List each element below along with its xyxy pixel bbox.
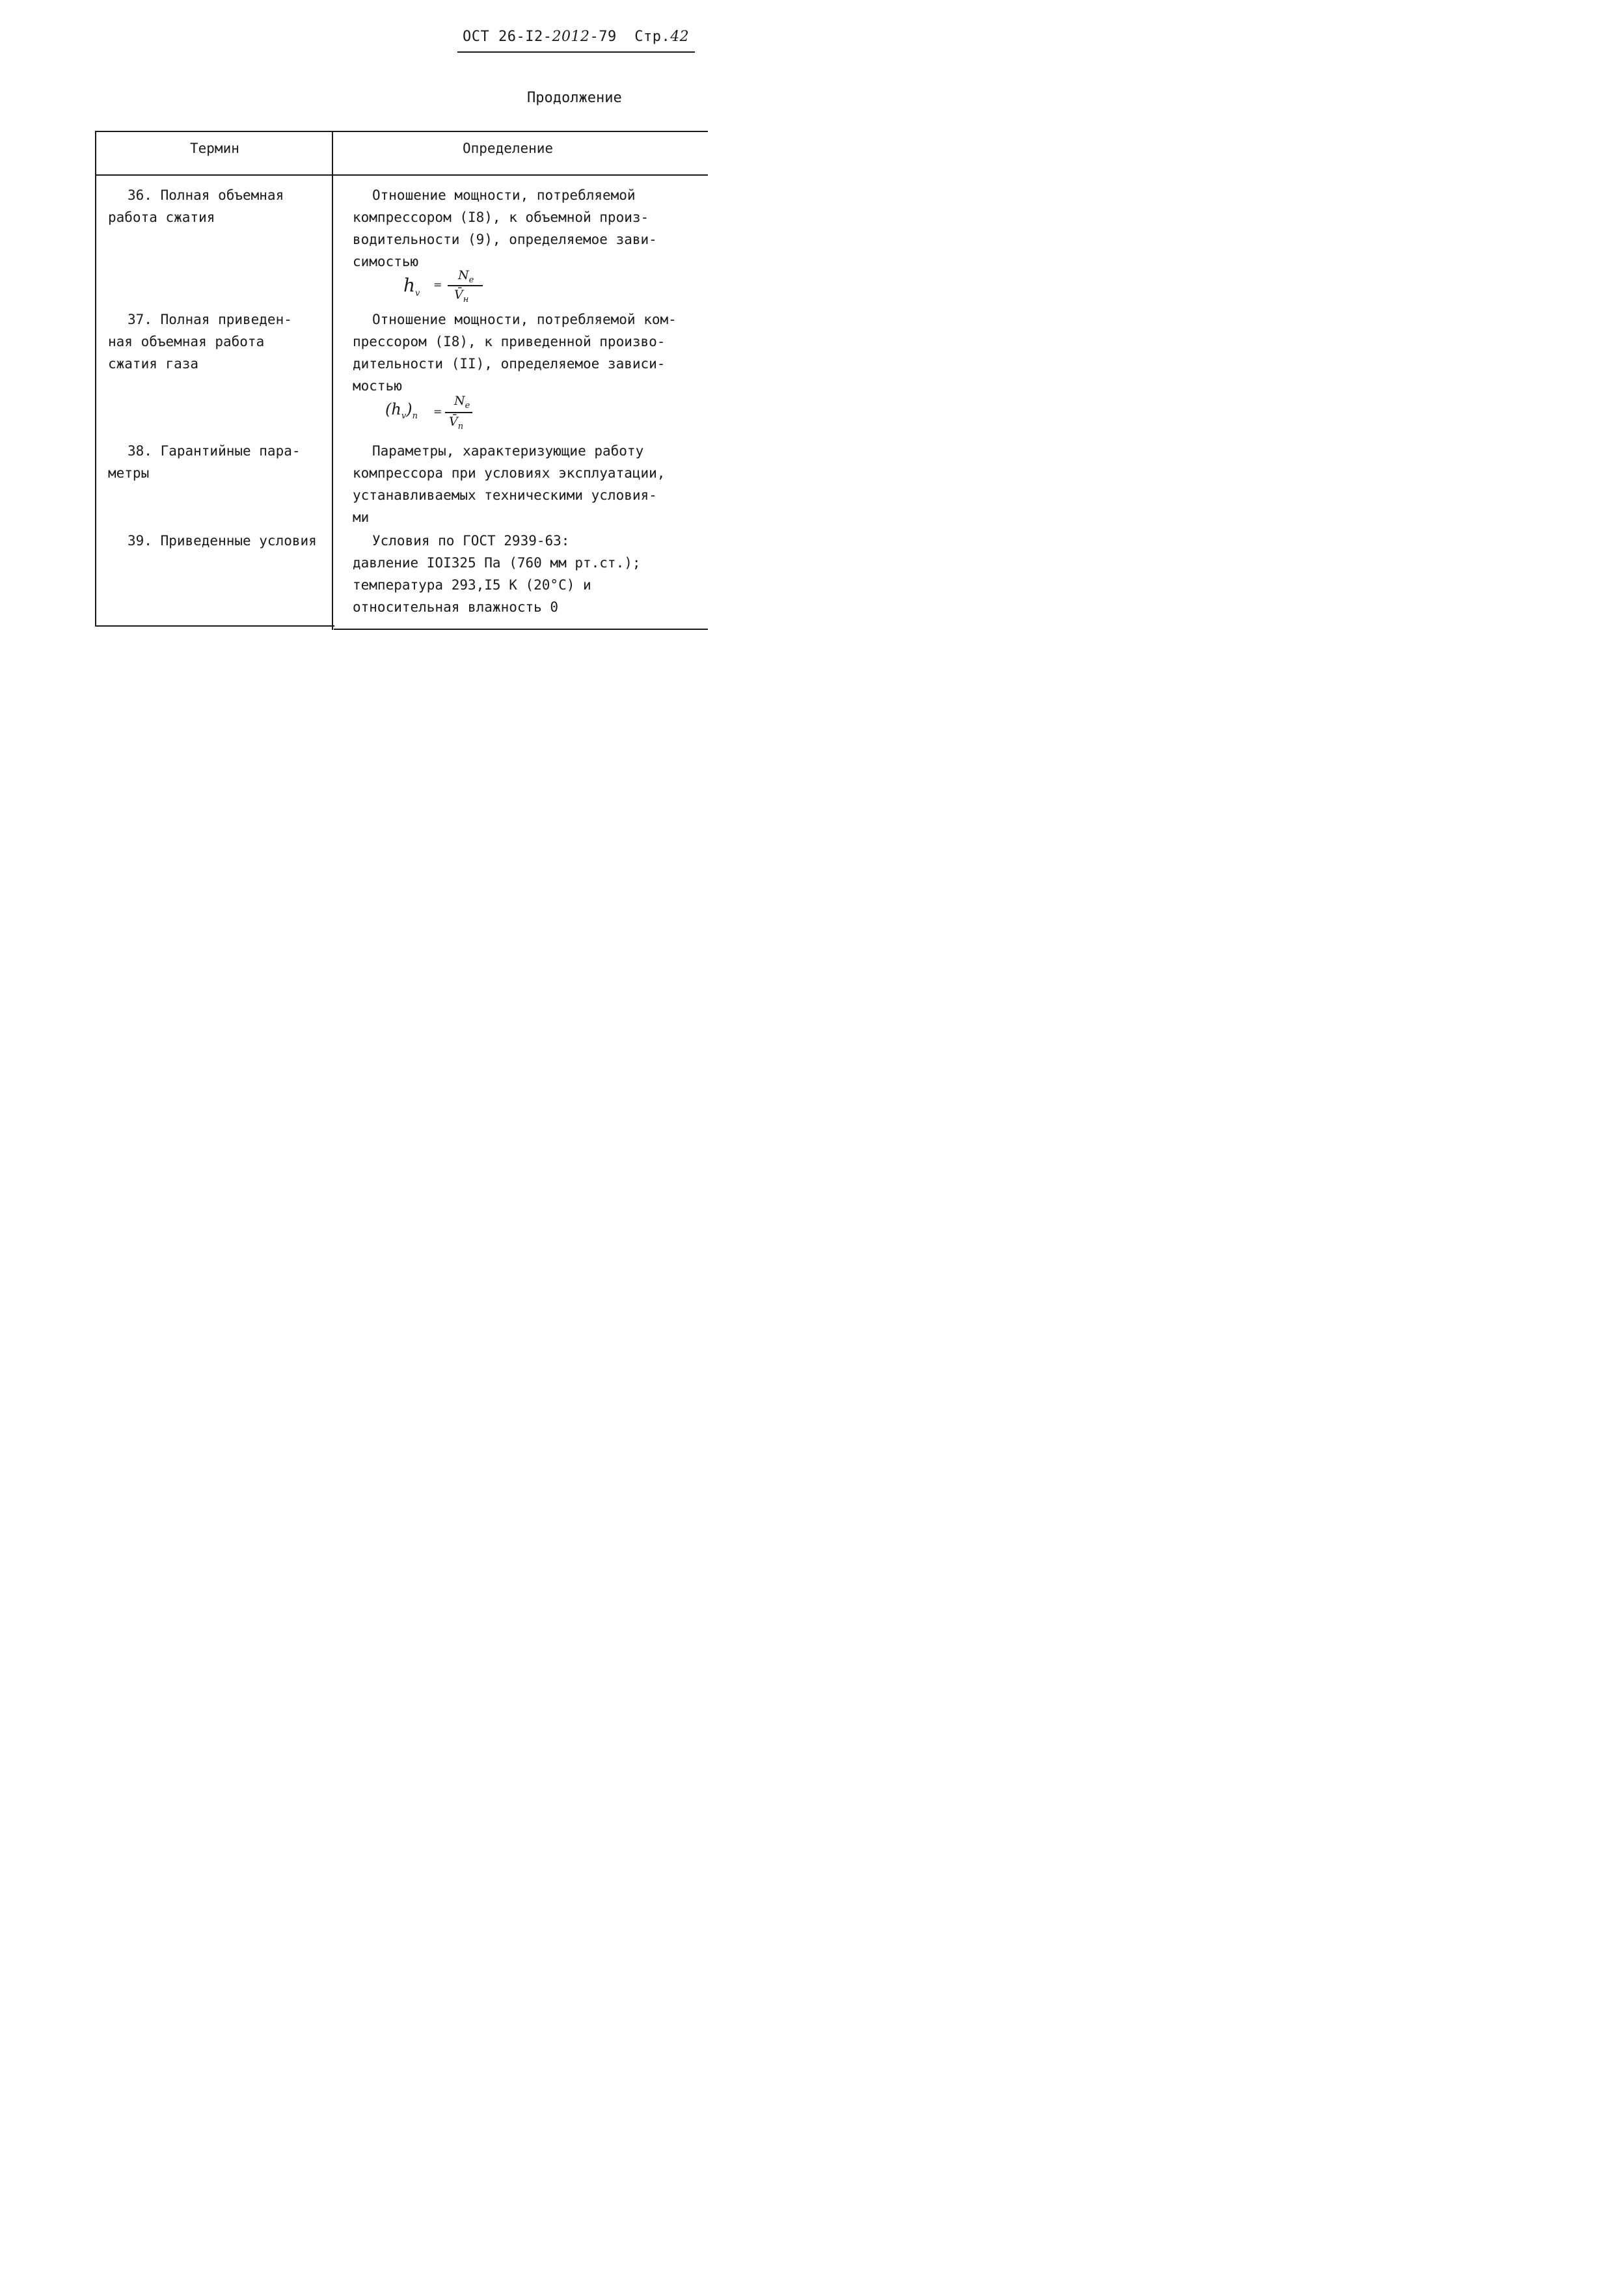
formula-denominator: $V̄_н$: [454, 288, 469, 305]
definition-line: компрессором (I8), к объемной произ-: [353, 210, 649, 225]
definition-cell-39: [353, 530, 641, 618]
table-top-border: [95, 131, 708, 132]
formula-denominator: $V̄_п$: [449, 415, 464, 431]
document-code-prefix: ОСТ 26-I2-: [463, 29, 552, 45]
formula-specific-work: [403, 268, 488, 307]
definition-line: ми: [353, 510, 370, 525]
document-number-handwritten: 2012: [552, 29, 590, 45]
definition-cell-36: [353, 184, 657, 273]
definition-line: водительности (9), определяемое зави-: [353, 232, 657, 247]
formula-numerator: $N_e$: [458, 268, 474, 285]
column-header-term: Термин: [190, 141, 239, 156]
document-code-suffix: -79: [589, 29, 617, 45]
term-line: работа сжатия: [108, 210, 215, 225]
formula-fraction-bar: [448, 285, 483, 286]
definition-line: Отношение мощности, потребляемой: [372, 187, 636, 203]
formula-equals: =: [433, 405, 442, 418]
header-underline: [457, 51, 695, 53]
term-line: 38. Гарантийные пара-: [128, 443, 301, 459]
page-number: 42: [670, 29, 690, 45]
formula-lhs: $h_v$: [403, 275, 420, 299]
formula-reduced-specific-work: [385, 394, 483, 434]
document-code: [463, 29, 689, 45]
formula-lhs: $(h_v)_п$: [385, 400, 418, 421]
term-cell-37: [108, 308, 292, 375]
table-bottom-border-right: [334, 629, 708, 630]
term-cell-38: [108, 440, 301, 484]
term-cell-36: [108, 184, 284, 228]
definition-line: температура 293,I5 К (20°С) и: [353, 577, 591, 593]
term-line: метры: [108, 465, 150, 481]
page-label: Стр.: [634, 29, 671, 45]
term-cell-39: [108, 530, 317, 552]
definition-line: симостью: [353, 254, 419, 269]
table-bottom-border-left: [95, 625, 334, 627]
continuation-label: Продолжение: [527, 90, 622, 106]
term-line: 37. Полная приведен-: [128, 312, 292, 327]
definition-line: мостью: [353, 378, 402, 394]
term-line: ная объемная работа: [108, 334, 265, 349]
definition-line: относительная влажность 0: [353, 599, 559, 615]
table-column-divider: [332, 131, 333, 630]
column-header-definition: Определение: [463, 141, 554, 156]
definition-line: дительности (II), определяемое зависи-: [353, 356, 666, 372]
table-left-border: [95, 131, 96, 627]
term-line: сжатия газа: [108, 356, 199, 372]
definition-line: прессором (I8), к приведенной произво-: [353, 334, 666, 349]
table-header-border: [95, 174, 708, 176]
formula-numerator: $N_e$: [454, 394, 470, 411]
term-line: 39. Приведенные условия: [128, 533, 317, 549]
definition-line: давление IOI325 Па (760 мм рт.ст.);: [353, 555, 641, 571]
term-line: 36. Полная объемная: [128, 187, 284, 203]
definition-line: компрессора при условиях эксплуатации,: [353, 465, 666, 481]
definition-cell-38: [353, 440, 665, 528]
definition-line: устанавливаемых техническими условия-: [353, 487, 657, 503]
definition-cell-37: [353, 308, 677, 397]
definition-line: Условия по ГОСТ 2939-63:: [372, 533, 570, 549]
definition-line: Отношение мощности, потребляемой ком-: [372, 312, 677, 327]
formula-equals: =: [433, 279, 442, 291]
formula-fraction-bar: [445, 412, 472, 413]
definition-line: Параметры, характеризующие работу: [372, 443, 644, 459]
